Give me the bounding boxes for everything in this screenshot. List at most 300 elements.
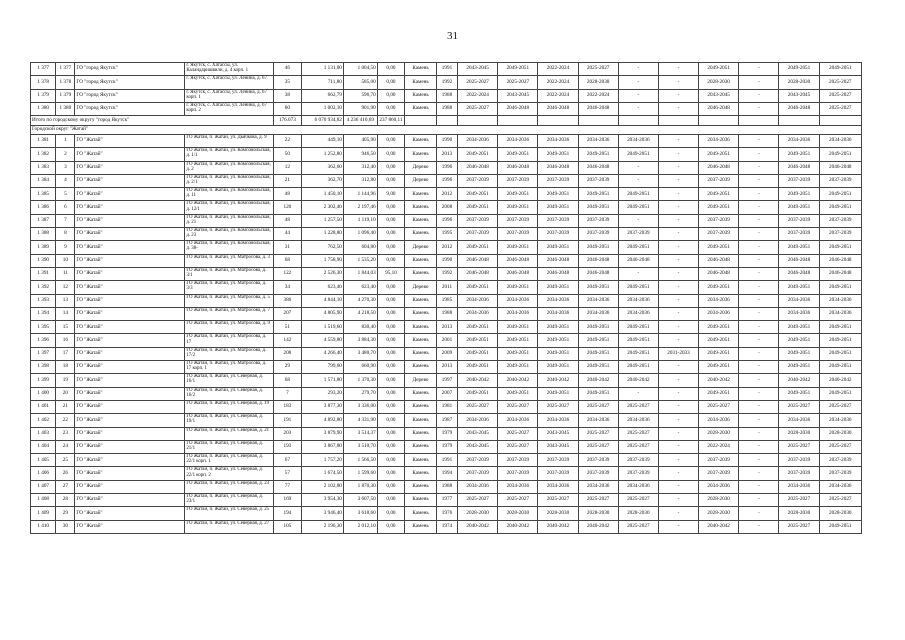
residents-cell: 194 <box>274 507 301 520</box>
total-area-cell: 1 674,50 <box>301 467 343 480</box>
term-water-cell: 2034-2036 <box>699 134 739 147</box>
address-cell: ГО Жатай, п. Жатай, ул. Матросова, д. 3/3 <box>185 281 274 294</box>
table-row <box>31 520 862 533</box>
nonresidential-area-cell: 0,00 <box>377 307 404 320</box>
living-area-cell: 901,90 <box>343 102 377 115</box>
term-electric-cell: 2034-2036 <box>779 134 819 147</box>
living-area-cell: 312,80 <box>343 174 377 187</box>
term-gas-cell: - <box>739 493 779 506</box>
term-water-cell: 2043-2045 <box>699 89 739 102</box>
term-heating-cell: - <box>618 63 658 76</box>
term-facade-cell: 2049-2051 <box>498 201 538 214</box>
total-area-cell: 2 302,40 <box>301 201 343 214</box>
term-sewer-cell: 2025-2027 <box>819 76 861 89</box>
living-area-cell: 3 514,37 <box>343 427 377 440</box>
term-electric-cell: 2034-2036 <box>779 307 819 320</box>
residents-cell: 34 <box>274 281 301 294</box>
build-year-cell: 1988 <box>436 89 457 102</box>
term-elevator-cell: - <box>658 89 698 102</box>
table-row <box>31 307 862 320</box>
municipality-cell: ГО "Жатай" <box>75 174 185 187</box>
living-area-cell: 1 844,03 <box>343 267 377 280</box>
build-year-cell: 1990 <box>436 134 457 147</box>
term-engineering-cell: 2034-2036 <box>578 134 618 147</box>
term-facade-cell: 2049-2051 <box>498 387 538 400</box>
address-cell: г. Якутск, с. Хатассы, ул. Ленина, д. 67 <box>185 76 274 89</box>
table-row <box>31 281 862 294</box>
address-cell: ГО Жатай, п. Жатай, ул. Матросова, д. 7 <box>185 307 274 320</box>
term-engineering-cell: 2040-2042 <box>578 520 618 533</box>
term-sewer-cell: 2049-2051 <box>819 347 861 360</box>
build-year-cell: 1988 <box>436 307 457 320</box>
term-electric-cell: 2049-2051 <box>779 241 819 254</box>
term-roof-cell: 2046-2048 <box>458 254 498 267</box>
nonresidential-area-cell: 0,00 <box>377 507 404 520</box>
build-year-cell: 2013 <box>436 148 457 161</box>
term-sewer-cell: 2049-2051 <box>819 387 861 400</box>
term-water-cell: 2049-2051 <box>699 188 739 201</box>
term-heating-cell: - <box>618 102 658 115</box>
term-facade-cell: 2025-2027 <box>498 76 538 89</box>
term-facade-cell: 2040-2042 <box>498 520 538 533</box>
table-row <box>31 161 862 174</box>
total-area-cell: 1 757,20 <box>301 454 343 467</box>
term-elevator-cell: - <box>658 454 698 467</box>
nonresidential-area-cell: 0,00 <box>377 480 404 493</box>
item-no-cell: 16 <box>56 334 75 347</box>
term-engineering-cell: 2037-2039 <box>578 228 618 241</box>
living-area-cell: 660,90 <box>343 361 377 374</box>
term-facade-cell: 2028-2030 <box>498 507 538 520</box>
build-year-cell: 1997 <box>436 374 457 387</box>
term-heating-cell: 2037-2039 <box>618 467 658 480</box>
wall-material-cell: Камень <box>405 321 437 334</box>
term-engineering-cell: 2049-2051 <box>578 321 618 334</box>
term-roof-cell: 2049-2051 <box>458 148 498 161</box>
build-year-cell: 1991 <box>436 63 457 76</box>
term-electric-cell: 2046-2048 <box>779 254 819 267</box>
reg-no-cell: 1 406 <box>31 467 56 480</box>
term-elevator-cell: - <box>658 63 698 76</box>
nonresidential-area-cell: 0,00 <box>377 214 404 227</box>
build-year-cell: 2007 <box>436 387 457 400</box>
term-engineering-cell: 2046-2048 <box>578 161 618 174</box>
total-area-cell: 4 892,80 <box>301 414 343 427</box>
term-roof-cell: 2049-2051 <box>458 241 498 254</box>
address-cell: ГО Жатай, п. Жатай, ул. Северная, д. 21/1 <box>185 440 274 453</box>
table-row <box>31 294 862 307</box>
term-water-cell: 2037-2039 <box>699 467 739 480</box>
term-engineering-cell: 2025-2027 <box>578 63 618 76</box>
table-row <box>31 188 862 201</box>
term-facade-cell: 2034-2036 <box>498 134 538 147</box>
table-row <box>31 400 862 413</box>
term-electric-cell: 2034-2036 <box>779 480 819 493</box>
table-row <box>31 228 862 241</box>
municipality-cell: ГО "Жатай" <box>75 480 185 493</box>
term-gas-cell: - <box>739 228 779 241</box>
term-heating-cell: - <box>618 267 658 280</box>
living-area-cell: 4 218,50 <box>343 307 377 320</box>
address-cell: ГО Жатай, п. Жатай, ул. Матросова, д. 5 <box>185 294 274 307</box>
living-area-cell: 1 599,60 <box>343 467 377 480</box>
total-area-cell: 4 559,80 <box>301 334 343 347</box>
address-cell: ГО Жатай, п. Жатай, ул. Комсомольская, д. 12/1 <box>185 201 274 214</box>
term-water-cell: 2040-2042 <box>699 374 739 387</box>
term-elevator-cell: - <box>658 148 698 161</box>
term-facade-cell: 2046-2048 <box>498 161 538 174</box>
nonresidential-area-cell: 0,00 <box>377 281 404 294</box>
term-water-cell: 2046-2048 <box>699 254 739 267</box>
term-engineering-cell: 2046-2048 <box>578 267 618 280</box>
municipality-cell: ГО "Жатай" <box>75 228 185 241</box>
table-row <box>31 387 862 400</box>
total-area-cell: 1 131,00 <box>301 63 343 76</box>
municipality-cell: ГО "Жатай" <box>75 267 185 280</box>
term-gas-cell: - <box>739 294 779 307</box>
term-electric-cell: 2040-2042 <box>779 374 819 387</box>
term-foundation-cell: 2022-2024 <box>538 63 578 76</box>
wall-material-cell: Дерево <box>405 374 437 387</box>
wall-material-cell: Камень <box>405 148 437 161</box>
living-area-cell: 3 480,70 <box>343 347 377 360</box>
term-elevator-cell: - <box>658 414 698 427</box>
table-row <box>31 241 862 254</box>
wall-material-cell: Камень <box>405 454 437 467</box>
address-cell: ГО Жатай, п. Жатай, ул. Матросова, д. 17 корп. 1 <box>185 361 274 374</box>
term-elevator-cell: - <box>658 281 698 294</box>
term-roof-cell: 2025-2027 <box>458 493 498 506</box>
wall-material-cell: Камень <box>405 188 437 201</box>
term-electric-cell: 2037-2039 <box>779 454 819 467</box>
item-no-cell: 26 <box>56 467 75 480</box>
term-engineering-cell: 2037-2039 <box>578 454 618 467</box>
nonresidential-area-cell: 0,00 <box>377 201 404 214</box>
build-year-cell: 1988 <box>436 480 457 493</box>
nonresidential-area-cell: 0,00 <box>377 467 404 480</box>
term-facade-cell: 2037-2039 <box>498 228 538 241</box>
term-water-cell: 2034-2036 <box>699 480 739 493</box>
term-gas-cell: - <box>739 134 779 147</box>
wall-material-cell: Камень <box>405 493 437 506</box>
term-elevator-cell: - <box>658 254 698 267</box>
address-cell: ГО Жатай, п. Жатай, ул. Комсомольская, д. 1/1 <box>185 148 274 161</box>
municipality-cell: ГО "Жатай" <box>75 454 185 467</box>
wall-material-cell: Камень <box>405 440 437 453</box>
table-row <box>31 254 862 267</box>
term-water-cell: 2049-2051 <box>699 201 739 214</box>
living-area-cell: 946,50 <box>343 148 377 161</box>
municipality-cell: ГО "Жатай" <box>75 161 185 174</box>
living-area-cell: 3 618,60 <box>343 507 377 520</box>
housing-table <box>30 62 862 534</box>
term-heating-cell: 2049-2051 <box>618 241 658 254</box>
build-year-cell: 1985 <box>436 294 457 307</box>
total-area-cell: 1 450,10 <box>301 188 343 201</box>
item-no-cell: 21 <box>56 400 75 413</box>
term-foundation-cell: 2034-2036 <box>538 294 578 307</box>
reg-no-cell: 1 407 <box>31 480 56 493</box>
build-year-cell: 1979 <box>436 427 457 440</box>
term-roof-cell: 2043-2045 <box>458 63 498 76</box>
wall-material-cell: Камень <box>405 507 437 520</box>
table-row <box>31 440 862 453</box>
term-gas-cell: - <box>739 188 779 201</box>
wall-material-cell: Дерево <box>405 241 437 254</box>
term-facade-cell: 2049-2051 <box>498 347 538 360</box>
living-area-cell: 1 096,40 <box>343 228 377 241</box>
term-foundation-cell: 2049-2051 <box>538 201 578 214</box>
reg-no-cell: 1 399 <box>31 374 56 387</box>
term-roof-cell: 2049-2051 <box>458 188 498 201</box>
term-water-cell: 2028-2030 <box>699 493 739 506</box>
table-row <box>31 347 862 360</box>
reg-no-cell: 1 381 <box>31 134 56 147</box>
item-no-cell: 9 <box>56 241 75 254</box>
wall-material-cell: Камень <box>405 214 437 227</box>
build-year-cell: 1979 <box>436 440 457 453</box>
term-electric-cell: 2049-2051 <box>779 188 819 201</box>
term-gas-cell: - <box>739 89 779 102</box>
total-area-cell: 711,80 <box>301 76 343 89</box>
term-roof-cell: 2022-2024 <box>458 89 498 102</box>
term-electric-cell: 2028-2030 <box>779 507 819 520</box>
residents-cell: 386 <box>274 294 301 307</box>
living-area-cell: 830,40 <box>343 321 377 334</box>
nonresidential-area-cell: 0,00 <box>377 294 404 307</box>
nonresidential-area-cell: 0,00 <box>377 440 404 453</box>
term-heating-cell: 2025-2027 <box>618 400 658 413</box>
municipality-cell: ГО "Жатай" <box>75 520 185 533</box>
wall-material-cell: Камень <box>405 334 437 347</box>
term-engineering-cell: 2028-2030 <box>578 507 618 520</box>
build-year-cell: 1977 <box>436 493 457 506</box>
address-cell: ГО Жатай, п. Жатай, ул. Северная, д. 25 <box>185 507 274 520</box>
term-facade-cell: 2049-2051 <box>498 241 538 254</box>
wall-material-cell: Камень <box>405 102 437 115</box>
nonresidential-area-cell: 0,00 <box>377 400 404 413</box>
term-foundation-cell: 2037-2039 <box>538 454 578 467</box>
term-heating-cell: 2025-2027 <box>618 520 658 533</box>
table-row <box>31 321 862 334</box>
municipality-cell: ГО "Жатай" <box>75 467 185 480</box>
reg-no-cell: 1 397 <box>31 347 56 360</box>
term-gas-cell: - <box>739 387 779 400</box>
table-row <box>31 134 862 147</box>
total-count: 176.073 <box>274 116 301 125</box>
term-engineering-cell: 2049-2051 <box>578 241 618 254</box>
term-gas-cell: - <box>739 321 779 334</box>
build-year-cell: 2009 <box>436 347 457 360</box>
term-engineering-cell: 2049-2051 <box>578 188 618 201</box>
municipality-cell: ГО "город Якутск" <box>75 76 185 89</box>
address-cell: ГО Жатай, п. Жатай, ул. Северная, д. 21 <box>185 427 274 440</box>
living-area-cell: 4 331,90 <box>343 414 377 427</box>
term-foundation-cell: 2037-2039 <box>538 467 578 480</box>
term-heating-cell: 2040-2042 <box>618 374 658 387</box>
term-engineering-cell: 2040-2042 <box>578 374 618 387</box>
term-facade-cell: 2025-2027 <box>498 427 538 440</box>
residents-cell: 183 <box>274 400 301 413</box>
term-electric-cell: 2025-2027 <box>779 400 819 413</box>
total-area-cell: 762,50 <box>301 241 343 254</box>
wall-material-cell: Камень <box>405 76 437 89</box>
term-electric-cell: 2049-2051 <box>779 387 819 400</box>
residents-cell: 46 <box>274 63 301 76</box>
term-engineering-cell: 2025-2027 <box>578 493 618 506</box>
term-elevator-cell: - <box>658 161 698 174</box>
term-facade-cell: 2025-2027 <box>498 493 538 506</box>
total-area-cell: 799,60 <box>301 361 343 374</box>
term-engineering-cell: 2034-2036 <box>578 307 618 320</box>
term-electric-cell: 2049-2051 <box>779 281 819 294</box>
term-heating-cell: 2046-2048 <box>618 254 658 267</box>
total-area-1: 6 070 934,82 <box>301 116 343 125</box>
term-electric-cell: 2034-2036 <box>779 414 819 427</box>
residents-cell: 120 <box>274 201 301 214</box>
term-sewer-cell: 2025-2027 <box>819 400 861 413</box>
build-year-cell: 1987 <box>436 414 457 427</box>
build-year-cell: 1974 <box>436 520 457 533</box>
term-sewer-cell: 2049-2051 <box>819 321 861 334</box>
wall-material-cell: Камень <box>405 254 437 267</box>
term-heating-cell: 2025-2027 <box>618 440 658 453</box>
term-engineering-cell: 2049-2051 <box>578 201 618 214</box>
residents-cell: 193 <box>274 440 301 453</box>
term-roof-cell: 2034-2036 <box>458 134 498 147</box>
term-facade-cell: 2049-2051 <box>498 361 538 374</box>
term-electric-cell: 2037-2039 <box>779 214 819 227</box>
term-heating-cell: - <box>618 387 658 400</box>
term-gas-cell: - <box>739 400 779 413</box>
table-row <box>31 480 862 493</box>
term-gas-cell: - <box>739 374 779 387</box>
municipality-cell: ГО "Жатай" <box>75 427 185 440</box>
term-elevator-cell: - <box>658 267 698 280</box>
nonresidential-area-cell: 0,00 <box>377 334 404 347</box>
term-water-cell: 2022-2024 <box>699 440 739 453</box>
term-foundation-cell: 2040-2042 <box>538 374 578 387</box>
term-facade-cell: 2049-2051 <box>498 321 538 334</box>
residents-cell: 51 <box>274 321 301 334</box>
residents-cell: 207 <box>274 307 301 320</box>
term-foundation-cell: 2040-2042 <box>538 520 578 533</box>
table-row <box>31 493 862 506</box>
wall-material-cell: Камень <box>405 467 437 480</box>
item-no-cell: 5 <box>56 188 75 201</box>
term-roof-cell: 2040-2042 <box>458 374 498 387</box>
nonresidential-area-cell: 0,00 <box>377 454 404 467</box>
total-area-cell: 362,70 <box>301 174 343 187</box>
wall-material-cell: Камень <box>405 89 437 102</box>
term-roof-cell: 2043-2045 <box>458 427 498 440</box>
term-sewer-cell: 2025-2027 <box>819 102 861 115</box>
term-electric-cell: 2046-2048 <box>779 161 819 174</box>
term-facade-cell: 2034-2036 <box>498 307 538 320</box>
term-engineering-cell: 2049-2051 <box>578 387 618 400</box>
term-elevator-cell: - <box>658 400 698 413</box>
term-sewer-cell: 2037-2039 <box>819 228 861 241</box>
page-number: 31 <box>447 30 458 42</box>
wall-material-cell: Дерево <box>405 281 437 294</box>
living-area-cell: 4 270,30 <box>343 294 377 307</box>
living-area-cell: 596,70 <box>343 89 377 102</box>
municipality-cell: ГО "Жатай" <box>75 361 185 374</box>
term-water-cell: 2025-2027 <box>699 400 739 413</box>
table-row <box>31 201 862 214</box>
term-electric-cell: 2049-2051 <box>779 347 819 360</box>
term-elevator-cell: - <box>658 241 698 254</box>
reg-no-cell: 1 377 <box>31 63 56 76</box>
term-engineering-cell: 2046-2048 <box>578 102 618 115</box>
term-water-cell: 2037-2039 <box>699 454 739 467</box>
table-row <box>31 374 862 387</box>
term-sewer-cell: 2037-2039 <box>819 454 861 467</box>
term-gas-cell: - <box>739 102 779 115</box>
item-no-cell: 13 <box>56 294 75 307</box>
wall-material-cell: Камень <box>405 361 437 374</box>
term-engineering-cell: 2025-2027 <box>578 427 618 440</box>
term-foundation-cell: 2049-2051 <box>538 347 578 360</box>
municipality-cell: ГО "Жатай" <box>75 254 185 267</box>
residents-cell: 60 <box>274 102 301 115</box>
term-engineering-cell: 2049-2051 <box>578 281 618 294</box>
residents-cell: 203 <box>274 427 301 440</box>
reg-no-cell: 1 393 <box>31 294 56 307</box>
residents-cell: 169 <box>274 493 301 506</box>
term-roof-cell: 2049-2051 <box>458 321 498 334</box>
term-gas-cell: - <box>739 334 779 347</box>
term-gas-cell: - <box>739 467 779 480</box>
item-no-cell: 20 <box>56 387 75 400</box>
wall-material-cell: Камень <box>405 267 437 280</box>
term-engineering-cell: 2046-2048 <box>578 254 618 267</box>
nonresidential-area-cell: 0,00 <box>377 228 404 241</box>
residents-cell: 68 <box>274 374 301 387</box>
term-engineering-cell: 2049-2051 <box>578 347 618 360</box>
wall-material-cell: Камень <box>405 427 437 440</box>
total-area-cell: 1 002,10 <box>301 102 343 115</box>
term-roof-cell: 2025-2027 <box>458 400 498 413</box>
term-gas-cell: - <box>739 440 779 453</box>
municipality-cell: ГО "Жатай" <box>75 148 185 161</box>
term-water-cell: 2028-2030 <box>699 76 739 89</box>
reg-no-cell: 1 409 <box>31 507 56 520</box>
term-water-cell: 2037-2039 <box>699 228 739 241</box>
municipality-cell: ГО "Жатай" <box>75 307 185 320</box>
section-row <box>31 125 862 134</box>
living-area-cell: 1 370,30 <box>343 374 377 387</box>
term-heating-cell: 2037-2039 <box>618 228 658 241</box>
term-engineering-cell: 2034-2036 <box>578 480 618 493</box>
build-year-cell: 1992 <box>436 267 457 280</box>
term-foundation-cell: 2022-2024 <box>538 89 578 102</box>
address-cell: ГО Жатай, п. Жатай, ул. Комсомольская, д. 38- <box>185 241 274 254</box>
term-facade-cell: 2037-2039 <box>498 454 538 467</box>
term-heating-cell: 2034-2036 <box>618 134 658 147</box>
municipality-cell: ГО "Жатай" <box>75 507 185 520</box>
wall-material-cell: Камень <box>405 201 437 214</box>
living-area-cell: 279,70 <box>343 387 377 400</box>
municipality-cell: ГО "Жатай" <box>75 188 185 201</box>
nonresidential-area-cell: 0,00 <box>377 374 404 387</box>
term-foundation-cell: 2037-2039 <box>538 214 578 227</box>
reg-no-cell: 1 391 <box>31 267 56 280</box>
address-cell: ГО Жатай, п. Жатай, ул. Комсомольская, д. 11 <box>185 188 274 201</box>
term-gas-cell: - <box>739 347 779 360</box>
build-year-cell: 1996 <box>436 174 457 187</box>
reg-no-cell: 1 394 <box>31 307 56 320</box>
